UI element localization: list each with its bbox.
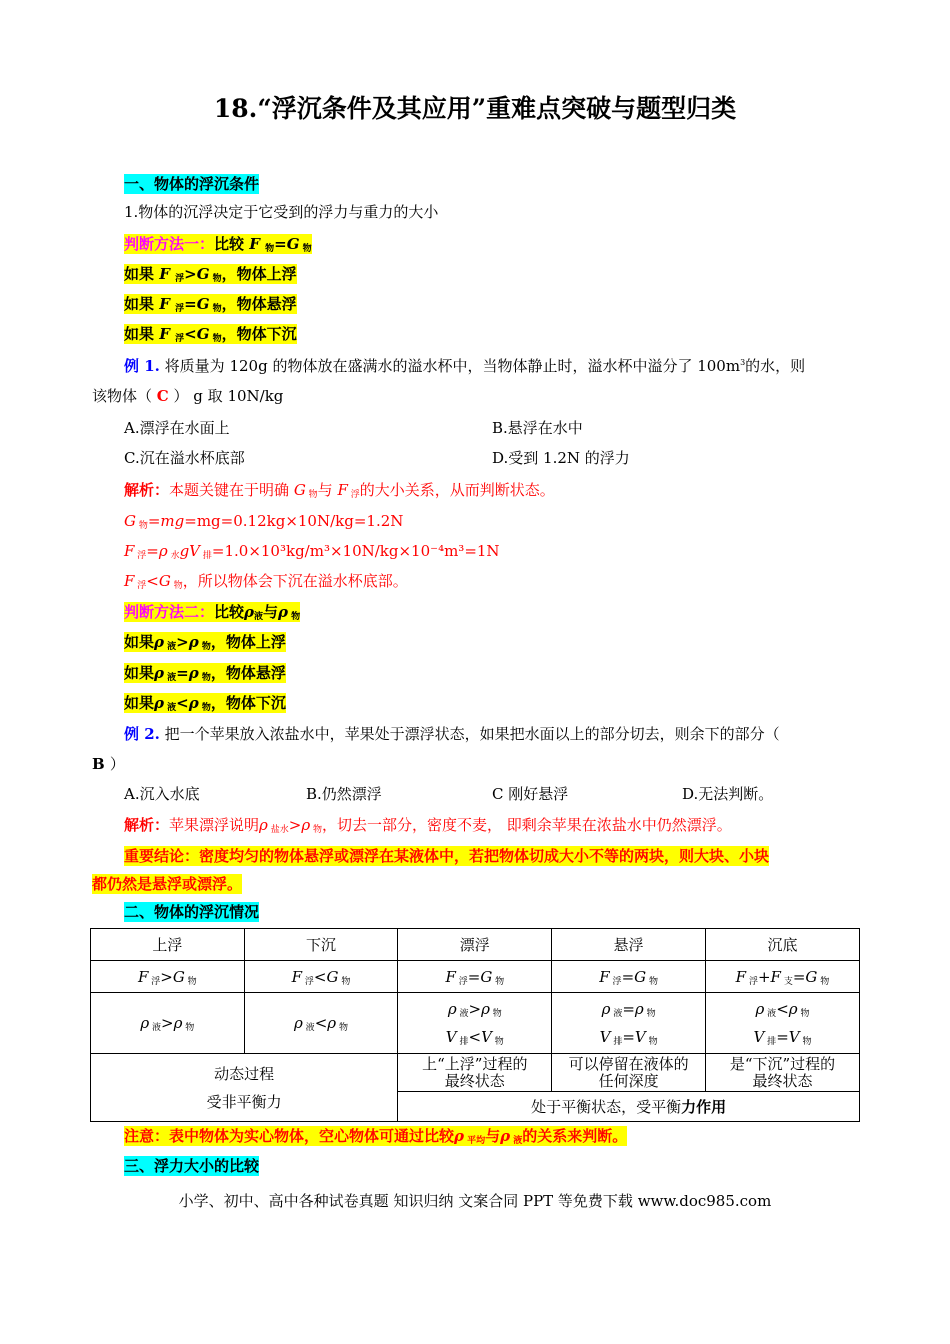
- table-cell-dynamic: 动态过程 受非平衡力: [91, 1054, 398, 1122]
- section-heading-1: 一、物体的浮沉条件: [124, 175, 260, 193]
- table-cell: 上“上浮”过程的 最终状态: [398, 1054, 552, 1092]
- table-header-rise: 上浮: [91, 929, 245, 961]
- method-1: 判断方法一：比较 F $_物$=G $_物$: [124, 235, 312, 254]
- ex2-option-d: D.无法判断。: [682, 785, 774, 803]
- intro-text: 1.物体的沉浮决定于它受到的浮力与重力的大小: [124, 203, 439, 221]
- table-row: [91, 1054, 860, 1092]
- table-cell: ρ $_液$>ρ $_物$ V $_排$<V $_物$: [398, 993, 552, 1054]
- table-cell: F $_浮$<G $_物$: [244, 961, 398, 993]
- table-cell-balance: 处于平衡状态，受平衡力作用: [398, 1092, 860, 1122]
- example-2-analysis: 解析：苹果漂浮说明ρ $_{盐水}$>ρ $_物$，切去一部分，密度不麦， 即剩余苹果在浓盐水中仍然漂浮。: [124, 816, 732, 835]
- table-row: [91, 961, 860, 993]
- note: 注意：表中物体为实心物体，空心物体可通过比较ρ $_{平均}$与ρ $_液$的关系来判断。: [124, 1127, 628, 1146]
- page-footer: 小学、初中、高中各种试卷真题 知识归纳 文案合同 PPT 等免费下载 www.doc985.com: [178, 1192, 772, 1210]
- table-header-suspend: 悬浮: [552, 929, 706, 961]
- option-d: D.受到 1.2N 的浮力: [492, 449, 630, 467]
- table-row: [91, 929, 860, 961]
- section-heading-3: 三、浮力大小的比较: [124, 1157, 260, 1175]
- method-2: 判断方法二：比较$\rho_液$与ρ $_物$: [124, 603, 301, 622]
- float-sink-table: [90, 928, 860, 1122]
- example-1-analysis: 解析：本题关键在于明确 G $_物$与 F $_浮$的大小关系，从而判断状态。: [124, 481, 555, 500]
- table-cell: 是“下沉”过程的 最终状态: [705, 1054, 859, 1092]
- page-title: 18.“浮沉条件及其应用”重难点突破与题型归类: [213, 94, 737, 123]
- table-cell: F $_浮$=G $_物$: [552, 961, 706, 993]
- option-b: B.悬浮在水中: [492, 419, 583, 437]
- m2-suspend: 如果ρ $_液$=ρ $_物$，物体悬浮: [124, 664, 286, 683]
- table-cell: ρ $_液$>ρ $_物$: [91, 993, 245, 1054]
- table-header-sink: 下沉: [244, 929, 398, 961]
- calc-gravity: G $_物$=mg=mg=0.12kg×10N/kg=1.2N: [124, 512, 404, 531]
- m1-suspend: 如果 F $_浮$=G $_物$，物体悬浮: [124, 295, 297, 314]
- ex2-option-c: C 刚好悬浮: [492, 785, 569, 803]
- table-cell: F $_浮$+F $_支$=G $_物$: [705, 961, 859, 993]
- calc-buoyancy: F $_浮$=ρ $_水$gV $_排$=1.0×10³kg/m³×10N/kg×10⁻⁴m³=1N: [124, 542, 500, 561]
- ex2-option-a: A.沉入水底: [124, 785, 200, 803]
- table-row: [91, 993, 860, 1054]
- m1-sink: 如果 F $_浮$<G $_物$，物体下沉: [124, 325, 297, 344]
- example-1-question: 例 1. 将质量为 120g 的物体放在盛满水的溢水杯中，当物体静止时，溢水杯中溢分了 $100m^3$的水，则: [124, 357, 806, 375]
- option-a: A.漂浮在水面上: [124, 419, 230, 437]
- ex2-option-b: B.仍然漂浮: [306, 785, 382, 803]
- calc-conclusion: F $_浮$<G $_物$，所以物体会下沉在溢水杯底部。: [124, 572, 408, 591]
- table-cell: ρ $_液$=ρ $_物$ V $_排$=V $_物$: [552, 993, 706, 1054]
- table-cell: F $_浮$=G $_物$: [398, 961, 552, 993]
- table-cell: 可以停留在液体的 任何深度: [552, 1054, 706, 1092]
- table-cell: ρ $_液$<ρ $_物$: [244, 993, 398, 1054]
- example-2-answer: B ）: [92, 755, 125, 773]
- m2-rise: 如果ρ $_液$>ρ $_物$，物体上浮: [124, 633, 286, 652]
- table-cell: F $_浮$>G $_物$: [91, 961, 245, 993]
- m1-rise: 如果 F $_浮$>G $_物$，物体上浮: [124, 265, 297, 284]
- important-conclusion: 重要结论：密度均匀的物体悬浮或漂浮在某液体中，若把物体切成大小不等的两块，则大块、小块: [124, 847, 770, 865]
- example-2-question: 例 2. 把一个苹果放入浓盐水中，苹果处于漂浮状态，如果把水面以上的部分切去，则余下的部分（: [124, 725, 780, 743]
- table-header-bottom: 沉底: [705, 929, 859, 961]
- table-header-float: 漂浮: [398, 929, 552, 961]
- important-conclusion-cont: 都仍然是悬浮或漂浮。: [92, 875, 243, 893]
- example-1-question-cont: 该物体（ C ） g 取 10N/kg: [92, 387, 284, 405]
- section-heading-2: 二、物体的浮沉情况: [124, 903, 260, 921]
- table-cell: ρ $_液$<ρ $_物$ V $_排$=V $_物$: [705, 993, 859, 1054]
- option-c: C.沉在溢水杯底部: [124, 449, 245, 467]
- m2-sink: 如果ρ $_液$<ρ $_物$，物体下沉: [124, 694, 286, 713]
